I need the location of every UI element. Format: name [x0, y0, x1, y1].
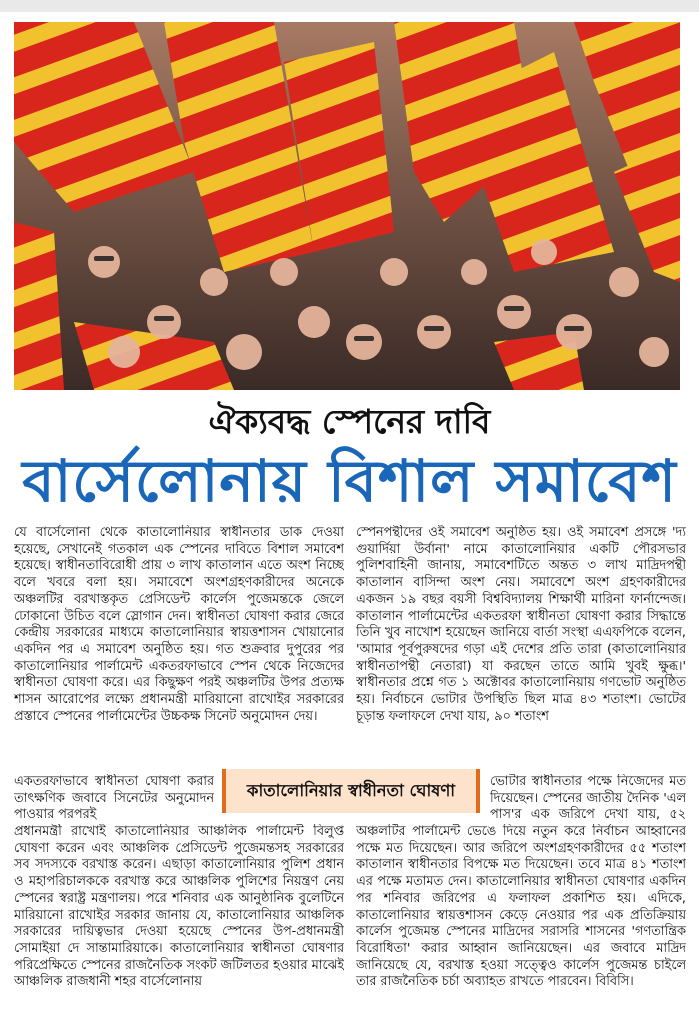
article-kicker: ঐক্যবদ্ধ স্পেনের দাবি	[208, 402, 491, 441]
column-2-mid	[490, 774, 686, 824]
article-headline: বার্সেলোনায় বিশাল সমাবেশ	[22, 447, 677, 515]
column-1-top	[14, 525, 344, 765]
article-paragraph: যে বার্সেলোনা থেকে কাতালোনিয়ার স্বাধীনতার ডাক দেওয়া হয়েছে, সেখানেই গতকাল এক স্পেনের দাবিতে বিশাল সমাবেশ হয়েছে। স্বাধীনতাবিরোধী প্রায় ৩ লাখ কাতালান এতে অংশ নিচ্ছে বলে খবরে বলা হয়। সমাবেশে অংশগ্রহণকারীদের অনেকে অঞ্চলটির বরখাস্তকৃত প্রেসিডেন্ট কার্লেস পুজেমন্তকে জেলে ঢোকানো উচিত বলে স্লোগান দেন। স্বাধীনতা ঘোষণা করার জেরে কেন্দ্রীয় সরকারের মাধ্যমে কাতালোনিয়ার স্বায়ত্তশাসন খোয়ানোর একদিন পর এ সমাবেশ অনুষ্ঠিত হয়। গত শুক্রবার দুপুরের পর কাতালোনিয়ার পার্লামেন্ট একতরফাভাবে স্পেন থেকে নিজেদের স্বাধীনতা ঘোষণা করে। এর কিছুক্ষণ পরই অঞ্চলটির উপর প্রত্যক্ষ শাসন আরোপের লক্ষ্যে প্রধানমন্ত্রী মারিয়ানো রাখোইর সরকারের প্রস্তাবে স্পেনের পার্লামেন্টের উচ্চকক্ষ সিনেট অনুমোদন দেয়।	[14, 525, 344, 724]
article-paragraph: স্পেনপন্থীদের ওই সমাবেশ অনুষ্ঠিত হয়। ওই সমাবেশ প্রসঙ্গে 'দ্য গুয়ার্দিয়া উর্বানা' নামে কাতালোনিয়ার একটি পৌরসভার পুলিশবাহিনী জানায়, সমাবেশটিতে অন্তত ৩ লাখ মাদ্রিদপন্থী কাতালান বাসিন্দা অংশ নেয়। সমাবেশে অংশ গ্রহণকারীদের একজন ১৯ বছর বয়সী বিশ্ববিদ্যালয় শিক্ষার্থী মারিনা ফার্নান্দেজ। কাতালান পার্লামেন্টের একতরফা স্বাধীনতা ঘোষণা করার সিদ্ধান্তে তিনি খুব নাখোশ হয়েছেন জানিয়ে বার্তা সংস্থা এএফপিকে বলেন, 'আমার পূর্বপুরুষদের গড়া এই দেশের প্রতি তারা (কাতালোনিয়ার স্বাধীনতাপন্থী নেতারা) যা করছেন তাতে আমি খুবই ক্ষুব্ধ।' স্বাধীনতার প্রশ্নে গত ১ অক্টোবর কাতালোনিয়ায় গণভোট অনুষ্ঠিত হয়। নির্বাচনে ভোটার উপস্থিতি ছিল মাত্র ৪৩ শতাংশ। ভোটের চূড়ান্ত ফলাফলে দেখা যায়, ৯০ শতাংশ	[356, 525, 686, 724]
column-2-top	[356, 525, 686, 765]
pull-quote: কাতালোনিয়ার স্বাধীনতা ঘোষণা	[222, 769, 480, 813]
column-1-bottom	[14, 824, 344, 1024]
article-paragraph: ভোটার স্বাধীনতার পক্ষে নিজেদের মত দিয়েছেন। স্পেনের জাতীয় দৈনিক 'এল পাস'র এক জরিপে দেখা যায়, ৫২	[490, 774, 686, 823]
article-paragraph: প্রধানমন্ত্রী রাখোই কাতালোনিয়ার আঞ্চলিক পার্লামেন্ট বিলুপ্ত ঘোষণা করেন এবং আঞ্চলিক প্রেসিডেন্ট পুজেমন্তসহ সরকারের সব সদস্যকে বরখাস্ত করেন। এছাড়া কাতালোনিয়ার পুলিশ প্রধান ও মহাপরিচালককে বরখাস্ত করে আঞ্চলিক পুলিশের নিয়ন্ত্রণ নেয় স্পেনের স্বরাষ্ট্র মন্ত্রণালয়। পরে শনিবার এক আনুষ্ঠানিক বুলেটিনে মারিয়ানো রাখোইর সরকার জানায় যে, কাতালোনিয়ার আঞ্চলিক সরকারের দায়িত্বভার দেওয়া হয়েছে স্পেনের উপ-প্রধানমন্ত্রী সোমাইয়া দে সান্তামারিয়াকে। কাতালোনিয়ার স্বাধীনতা ঘোষণার পরিপ্রেক্ষিতে স্পেনের রাজনৈতিক সংকট জটিলতর হওয়ার মাঝেই আঞ্চলিক রাজধানী শহর বার্সেলোনায়	[14, 824, 344, 990]
article-paragraph: অঞ্চলটির পার্লামেন্ট ভেঙে দিয়ে নতুন করে নির্বাচন আহ্বানের পক্ষে মত দিয়েছেন। আর জরিপে অংশগ্রহণকারীদের ৫৫ শতাংশ কাতালান স্বাধীনতার বিপক্ষে মত দিয়েছেন। তবে মাত্র ৪১ শতাংশ এর পক্ষে মতামত দেন। কাতালোনিয়ার স্বাধীনতা ঘোষণার একদিন পর শনিবার জরিপের এ ফলাফল প্রকাশিত হয়। এদিকে, কাতালোনিয়ার স্বায়ত্তশাসন কেড়ে নেওয়ার পর এক প্রতিক্রিয়ায় কার্লেস পুজেমন্ত স্পেনের মাদ্রিদের সরাসরি শাসনের 'গণতান্ত্রিক বিরোধিতা' করার আহ্বান জানিয়েছেন। এর জবাবে মাদ্রিদ জানিয়েছে যে, বরখাস্ত হওয়া সত্ত্বেও কার্লেস পুজেমন্ত চাইলে তার রাজনৈতিক চর্চা অব্যাহত রাখতে পারবেন। বিবিসি।	[356, 824, 686, 990]
page-top-rule	[0, 0, 699, 12]
rally-photo	[14, 22, 680, 390]
spanish-flags-rally-image	[14, 22, 680, 390]
column-1-mid	[14, 774, 214, 824]
article-paragraph: একতরফাভাবে স্বাধীনতা ঘোষণা করার তাৎক্ষণিক জবাবে সিনেটের অনুমোদন পাওয়ার পরপরই	[14, 774, 214, 823]
column-2-bottom	[356, 824, 686, 1024]
